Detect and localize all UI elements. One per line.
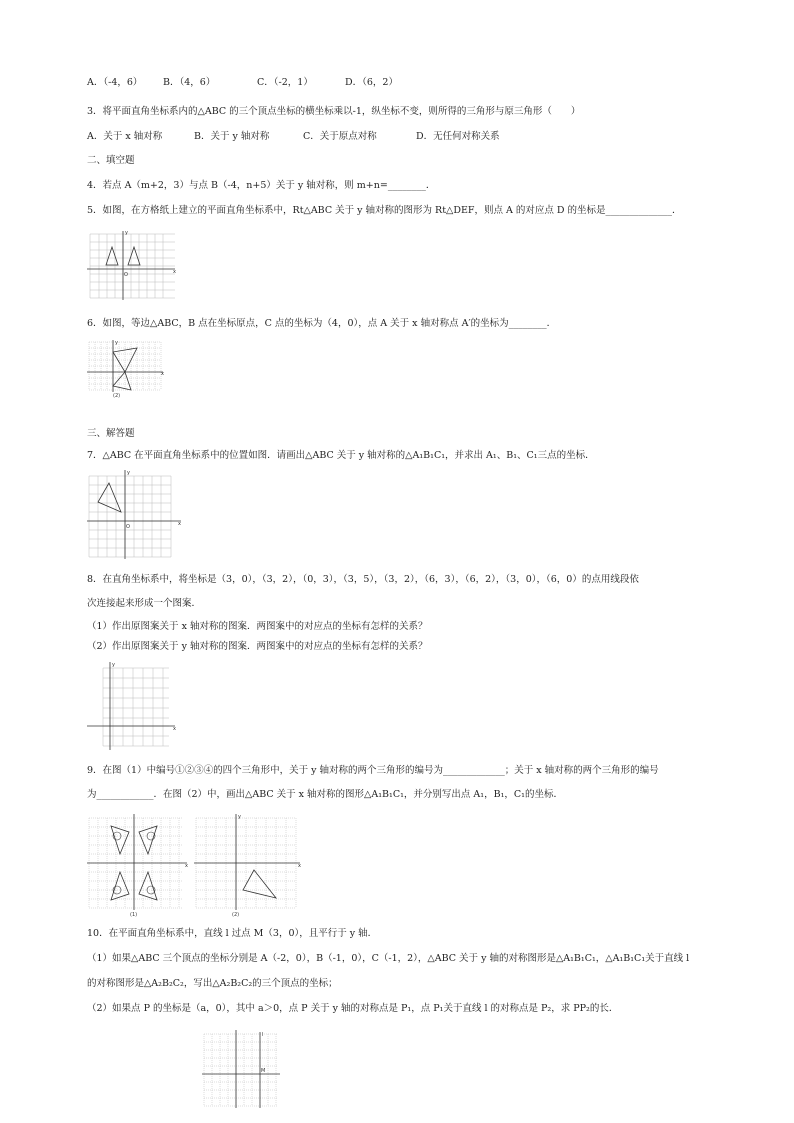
triangle-1 xyxy=(111,826,129,854)
q7-coordinate-figure xyxy=(85,468,185,560)
q2-option-d: D．（6，2） xyxy=(345,77,398,88)
q9-line2: 为____________．在图（2）中，画出△ABC 关于 x 轴对称的图形△A₁B₁C₁，并分别写出点 A₁，B₁，C₁的坐标． xyxy=(87,789,563,800)
q10-line-l-label: l xyxy=(262,1032,264,1038)
q2-option-c: C．（-2，1） xyxy=(257,77,313,88)
q5-triangle-def xyxy=(128,247,140,265)
q10-point-m-label: M xyxy=(261,1068,266,1074)
q3-option-d: D．无任何对称关系 xyxy=(416,131,500,142)
q7-y-label: y xyxy=(127,470,130,476)
section-solutions: 三、解答题 xyxy=(87,428,135,439)
q8-coordinate-figure xyxy=(85,660,180,754)
q9-fig1-caption: (1) xyxy=(130,912,138,918)
q10-part1-a: （1）如果△ABC 三个顶点的坐标分别是 A（-2，0），B（-1，0），C（-1，2），△ABC 关于 y 轴的对称图形是△A₁B₁C₁，△A₁B₁C₁关于直线 l xyxy=(87,953,690,964)
q9-fig1-x-label: x xyxy=(185,863,188,869)
q8-axes xyxy=(87,662,175,750)
q8-grid xyxy=(103,668,169,746)
q6-figure-caption: (2) xyxy=(113,393,121,398)
q9-figure-1 xyxy=(85,812,190,918)
q9-fig1-axes xyxy=(87,814,187,910)
q8-part1: （1）作出原图案关于 x 轴对称的图案．两图案中的对应点的坐标有怎样的关系？ xyxy=(87,621,428,632)
q10-coordinate-figure xyxy=(200,1028,282,1110)
q8-y-label: y xyxy=(112,662,115,668)
q7-x-label: x xyxy=(178,521,181,527)
q6-coordinate-figure xyxy=(85,338,165,398)
q4-text: 4．若点 A（m+2，3）与点 B（-4，n+5）关于 y 轴对称，则 m+n=________． xyxy=(87,180,436,191)
q7-triangle-abc xyxy=(98,483,121,512)
q9-figure-2 xyxy=(192,812,304,918)
q2-option-b: B．（4，6） xyxy=(163,77,216,88)
q6-x-label: x xyxy=(161,371,164,377)
q7-text: 7．△ABC 在平面直角坐标系中的位置如图．请画出△ABC 关于 y 轴对称的△A₁B₁C₁，并求出 A₁、B₁、C₁三点的坐标． xyxy=(87,450,595,461)
q9-fig2-caption: (2) xyxy=(232,912,240,918)
section-fill-in: 二、填空题 xyxy=(87,155,135,166)
q8-x-label: x xyxy=(173,726,176,732)
q9-fig2-x-label: x xyxy=(298,863,301,869)
q6-grid xyxy=(89,342,161,390)
q5-origin-label: O xyxy=(124,272,128,278)
q8-line2: 次连接起来形成一个图案． xyxy=(87,598,202,609)
q3-stem: 3．将平面直角坐标系内的△ABC 的三个顶点坐标的横坐标乘以-1，纵坐标不变，则所得的三角形与原三角形（ ） xyxy=(87,106,581,117)
q9-line1: 9．在图（1）中编号①②③④的四个三角形中，关于 y 轴对称的两个三角形的编号为_____________；关于 x 轴对称的两个三角形的编号 xyxy=(87,765,659,776)
q10-part1-b: 的对称图形是△A₂B₂C₂，写出△A₂B₂C₂的三个顶点的坐标； xyxy=(87,978,338,989)
q7-grid xyxy=(89,476,171,557)
q5-text: 5．如图，在方格纸上建立的平面直角坐标系中，Rt△ABC 关于 y 轴对称的图形为 Rt△DEF，则点 A 的对应点 D 的坐标是______________． xyxy=(87,205,682,216)
triangle-4 xyxy=(139,872,157,900)
q5-grid xyxy=(90,234,175,298)
q5-x-label: x xyxy=(173,269,176,275)
q9-triangle-abc xyxy=(243,870,276,898)
q7-origin-label: O xyxy=(126,524,130,530)
q5-coordinate-figure xyxy=(85,228,180,304)
q5-y-label: y xyxy=(125,230,128,236)
q3-option-c: C．关于原点对称 xyxy=(303,131,377,142)
q10-stem: 10．在平面直角坐标系中，直线 l 过点 M（3，0），且平行于 y 轴． xyxy=(87,928,378,939)
q8-part2: （2）作出原图案关于 y 轴对称的图案．两图案中的对应点的坐标有怎样的关系？ xyxy=(87,641,428,652)
q2-option-a: A．（-4，6） xyxy=(87,77,143,88)
q10-grid xyxy=(204,1034,278,1106)
q6-text: 6．如图，等边△ABC，B 点在坐标原点，C 点的坐标为（4，0），点 A 关于 x 轴对称点 A′的坐标为________． xyxy=(87,318,557,329)
q3-option-b: B．关于 y 轴对称 xyxy=(194,131,270,142)
q8-line1: 8．在直角坐标系中，将坐标是（3，0），（3，2），（0，3），（3，5），（3，2），（6，3），（6，2），（3，0），（6，0）的点用线段依 xyxy=(87,574,639,585)
q9-fig2-y-label: y xyxy=(238,814,241,820)
q10-part2: （2）如果点 P 的坐标是（a，0），其中 a＞0，点 P 关于 y 轴的对称点是 P₁，点 P₁关于直线 l 的对称点是 P₂，求 PP₂的长． xyxy=(87,1003,619,1014)
q9-fig2-axes xyxy=(194,814,300,910)
q6-y-label: y xyxy=(115,340,118,346)
q6-triangle-lower xyxy=(113,372,131,390)
triangle-3 xyxy=(111,872,129,900)
q10-axes xyxy=(202,1030,280,1108)
q3-option-a: A．关于 x 轴对称 xyxy=(87,131,163,142)
q5-triangle-abc xyxy=(106,247,118,265)
triangle-2 xyxy=(139,826,157,854)
